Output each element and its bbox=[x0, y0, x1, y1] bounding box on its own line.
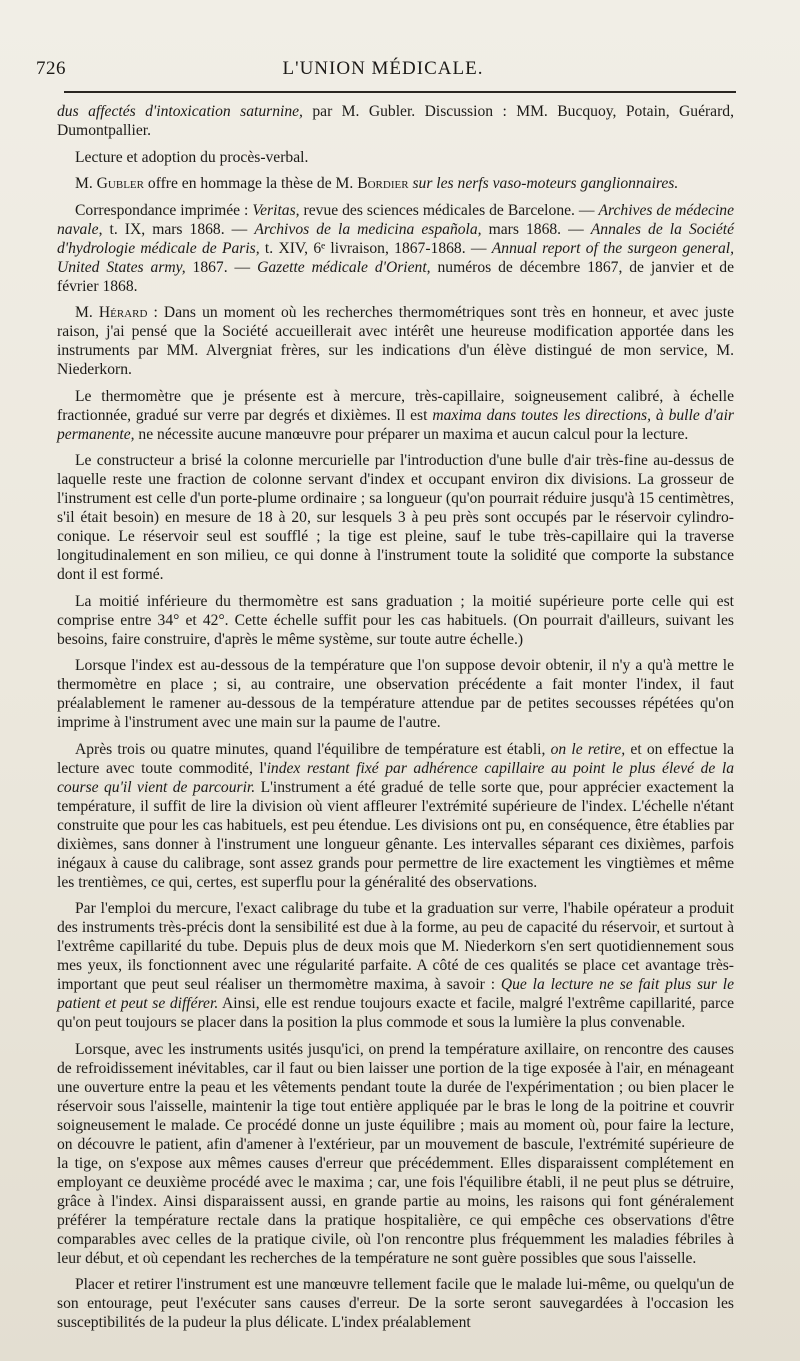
paragraph-p10 bbox=[57, 740, 734, 892]
text-run: numéros de décembre 1867, de janvier et de février 1868. bbox=[57, 258, 734, 295]
text-run: Annales de la Société d'hydrologie médicale de Paris, bbox=[57, 220, 734, 257]
paragraph-p05 bbox=[57, 303, 734, 379]
article-body bbox=[57, 102, 734, 1340]
text-run: M. bbox=[75, 175, 97, 192]
text-run: revue des sciences médicales de Barcelone. — bbox=[299, 201, 599, 219]
text-run: ne nécessite aucune manœuvre pour préparer un maxima et aucun calcul pour la lecture. bbox=[134, 425, 689, 443]
text-run: Annual report of the surgeon general, United States army, bbox=[57, 239, 734, 276]
text-run: mars 1868. — bbox=[481, 220, 591, 238]
text-run: par M. Gubler. Discussion : MM. Bucquoy, Potain, Guérard, Dumontpallier. bbox=[57, 103, 734, 139]
text-run: Après trois ou quatre minutes, quand l'équilibre de température est établi, bbox=[75, 740, 551, 758]
paragraph-p08 bbox=[57, 592, 734, 649]
text-run: index restant fixé par adhérence capillaire au point le plus élevé de la course qu'il vient de parcourir. bbox=[57, 759, 735, 796]
text-run: Lorsque l'index est au-dessous de la température que l'on suppose devoir obtenir, il n'y a qu'à mettre le thermomètre en place ; si, au contraire, une observation précédente a fait monter l'index, il faut préalablement le ramener au-dessous de la température attendue par de petites secousses répétées qu'on imprime à l'instrument avec une main sur la paume de l'autre. bbox=[57, 657, 734, 731]
paragraph-p12 bbox=[57, 1040, 734, 1268]
text-run: et on effectue la lecture avec toute commodité, l' bbox=[57, 740, 734, 777]
text-run: Que la lecture ne se fait plus sur le patient et peut se différer. bbox=[57, 976, 734, 1012]
text-run: , t. IX, mars 1868. — bbox=[98, 220, 255, 238]
text-run: Hérard bbox=[98, 304, 148, 321]
text-run: Placer et retirer l'instrument est une manœuvre tellement facile que le malade lui-même, ou quelqu'un de son entourage, peut l'exécuter sans causes d'erreur. De la sorte seront sauvegardées à l'occasion les susceptibilités de la pudeur la plus délicate. L'index préalablement bbox=[57, 1276, 734, 1331]
paragraph-p09 bbox=[57, 656, 734, 732]
paragraph-p03 bbox=[57, 174, 734, 193]
text-run: La moitié inférieure du thermomètre est sans graduation ; la moitié supérieure porte celle qui est comprise entre 34° et 42°. Cette échelle suffit pour les cas habituels. (On pourrait d'ailleurs, suivant les besoins, faire construire, d'après le même système, sur toute autre échelle.) bbox=[57, 592, 734, 648]
text-run: Veritas, bbox=[252, 201, 300, 219]
header-rule bbox=[64, 91, 736, 93]
text-run: Par l'emploi du mercure, l'exact calibrage du tube et la graduation sur verre, l'habile opérateur a produit des instruments très-précis dont la sensibilité est due à la forme, au peu de capacité du réservoir, et surtout à l'extrême capillarité du tube. Depuis plus de deux mois que M. Niederkorn s'en sert quotidiennement sous mes yeux, ils fonctionnent avec une régularité parfaite. A côté de ces qualités se place cet avantage très-important que peut seul réaliser un thermomètre maxima, à savoir : bbox=[57, 900, 734, 993]
text-run: dus affectés d'intoxication saturnine, bbox=[57, 103, 303, 120]
text-run: offre en hommage la thèse de M. bbox=[144, 175, 358, 192]
page-number: 726 bbox=[36, 58, 66, 79]
text-run: t. XIV, 6ᵉ livraison, 1867-1868. — bbox=[259, 239, 492, 257]
paragraph-p06 bbox=[57, 387, 734, 444]
text-run: Le constructeur a brisé la colonne mercurielle par l'introduction d'une bulle d'air très-fine au-dessus de laquelle reste une fraction de colonne servant d'index et occupant environ dix divisions. La grosseur de l'instrument est celle d'un porte-plume ordinaire ; sa longueur (qu'on pourrait réduire jusqu'à 15 centimètres, s'il était besoin) en mesure de 18 à 20, sur lesquels 3 à peu près sont occupés par le réservoir cylindro-conique. Le réservoir seul est soufflé ; la tige est pleine, sauf le tube très-capillaire qui la traverse longitudinalement en son milieu, ce qui donne à l'instrument toute la solidité que comporte la substance dont il est formé. bbox=[57, 452, 734, 583]
text-run: Gazette médicale d'Orient, bbox=[257, 258, 431, 276]
paragraph-p13 bbox=[57, 1275, 734, 1332]
paragraph-p07 bbox=[57, 451, 734, 584]
text-run: sur les nerfs vaso-moteurs ganglionnaires. bbox=[412, 175, 679, 192]
text-run: 1867. — bbox=[185, 258, 258, 276]
text-run: Correspondance imprimée : bbox=[75, 201, 253, 219]
text-run: Lecture et adoption du procès-verbal. bbox=[75, 148, 309, 166]
text-run: Archives de médecine navale bbox=[57, 201, 734, 238]
text-run: M. bbox=[75, 304, 99, 321]
text-run: Gubler bbox=[96, 175, 144, 192]
paragraph-p02 bbox=[57, 148, 734, 167]
text-run: L'instrument a été gradué de telle sorte que, pour apprécier exactement la température, il suffit de lire la division où vient affleurer l'extrémité supérieure de l'index. L'échelle n'étant construite que pour les cas habituels, est peu étendue. Les divisions ont pu, en conséquence, être établies par dixièmes, sans donner à l'instrument une longueur gênante. Les intervalles séparant ces dixièmes, parfois inégaux à cause du calibrage, sont assez grands pour permettre de lire exactement les vingtièmes et même les trentièmes, ce qui, certes, est superflu pour la généralité des observations. bbox=[57, 778, 734, 891]
paragraph-p11 bbox=[57, 899, 734, 1032]
text-run: on le retire, bbox=[550, 740, 626, 758]
paragraph-p01 bbox=[57, 102, 734, 140]
text-run: Bordier bbox=[357, 175, 409, 192]
running-title: L'UNION MÉDICALE. bbox=[282, 58, 484, 79]
text-run: Archivos de la medicina española, bbox=[254, 220, 482, 238]
paragraph-p04 bbox=[57, 201, 734, 296]
text-run: Le thermomètre que je présente est à mercure, très-capillaire, soigneusement calibré, à échelle fractionnée, gradué sur verre par degrés et dixièmes. Il est bbox=[57, 387, 734, 424]
page-header bbox=[36, 58, 730, 84]
text-run: maxima dans toutes les directions, à bulle d'air permanente, bbox=[57, 406, 734, 443]
text-run: Lorsque, avec les instruments usités jusqu'ici, on prend la température axillaire, on rencontre des causes de refroidissement inévitables, car il faut ou bien laisser une portion de la tige exposée à l'air, en ménageant une ouverture entre la peau et les vêtements pendant toute la durée de l'expérimentation ; ou bien placer le réservoir sous l'aisselle, maintenir la tige tout entière appliquée par le bras le long de la poitrine et couvrir soigneusement le malade. Ce procédé donne un juste équilibre ; mais au moment où, pour faire la lecture, on découvre le patient, afin d'amener à l'extérieur, par un mouvement de bascule, l'extrémité supérieure de la tige, on s'expose aux mêmes causes d'erreur que précédemment. Elles disparaissent complétement en employant ce deuxième procédé avec le maxima ; car, une fois l'équilibre établi, il ne peut plus se détruire, grâce à l'index. Ainsi disparaissent aussi, en grande partie au moins, les raisons qui font généralement préférer la température rectale dans la pratique hospitalière, ce qui empêche ces observations d'être comparables avec celles de la pratique civile, où l'on rencontre plus fréquemment les maladies fébriles à leur début, et où cependant les recherches de la température ne sont guère possibles que sous l'aisselle. bbox=[57, 1040, 734, 1267]
text-run: : Dans un moment où les recherches thermométriques sont très en honneur, et avec juste raison, j'ai pensé que la Société accueillerait avec intérêt une heureuse modification apportée dans les instruments par MM. Alvergniat frères, sur les indications d'un élève distingué de mon service, M. Niederkorn. bbox=[57, 304, 734, 378]
text-run: Ainsi, elle est rendue toujours exacte et facile, malgré l'extrême capillarité, parce qu'on peut toujours se placer dans la position la plus commode et sous la lumière la plus convenable. bbox=[57, 995, 734, 1031]
